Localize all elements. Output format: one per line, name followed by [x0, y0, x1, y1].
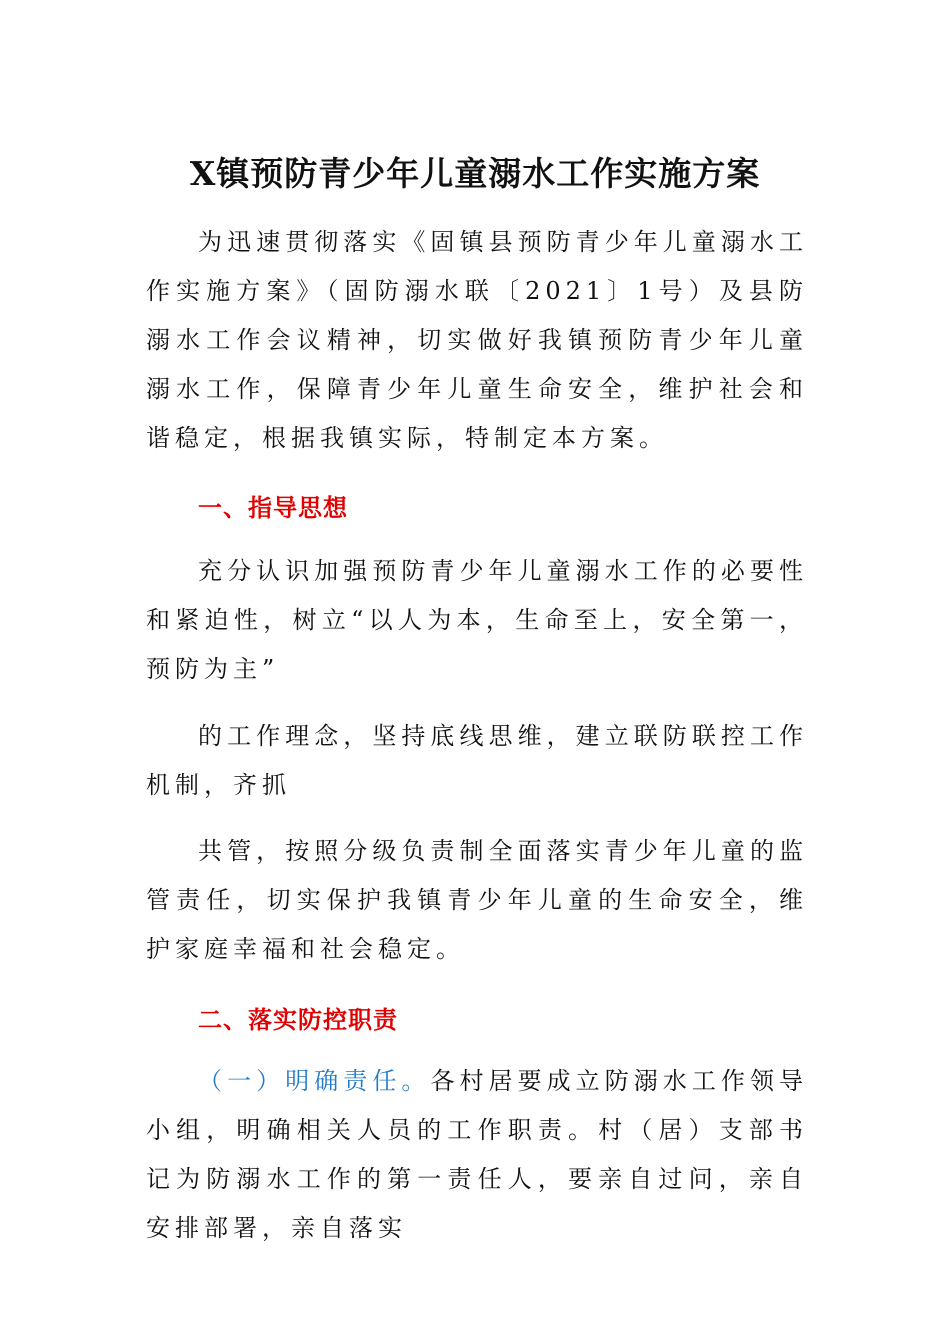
responsibility-paragraph	[146, 1057, 808, 1253]
responsibility-lead: （一）明确责任。	[198, 1067, 431, 1095]
responsibility-text: 各村居要成立防溺水工作领导小组，明确相关人员的工作职责。村（居）支部书记为防溺水工作的第一责任人，要亲自过问，亲自安排部署，亲自落实	[146, 1067, 809, 1242]
guiding-text-2: 的工作理念，坚持底线思维，建立联防联控工作机制，齐抓	[146, 722, 808, 799]
guiding-paragraph-1	[146, 547, 808, 694]
guiding-text-1: 充分认识加强预防青少年儿童溺水工作的必要性和紧迫性，树立“以人为本，生命至上，安全第一，预防为主”	[146, 557, 808, 683]
section-heading-guiding-thought: 一、指导思想	[198, 494, 348, 522]
intro-text: 为迅速贯彻落实《固镇县预防青少年儿童溺水工作实施方案》（固防溺水联〔2021〕1号）及县防溺水工作会议精神，切实做好我镇预防青少年儿童溺水工作，保障青少年儿童生命安全，维护社会和谐稳定，根据我镇实际，特制定本方案。	[146, 228, 808, 452]
guiding-paragraph-3	[146, 827, 808, 974]
intro-paragraph	[146, 218, 808, 463]
section-heading-responsibilities: 二、落实防控职责	[198, 1006, 398, 1034]
document-title: X镇预防青少年儿童溺水工作实施方案	[189, 154, 761, 193]
guiding-text-3: 共管，按照分级负责制全面落实青少年儿童的监管责任，切实保护我镇青少年儿童的生命安全，维护家庭幸福和社会稳定。	[146, 837, 808, 963]
guiding-paragraph-2	[146, 712, 808, 810]
